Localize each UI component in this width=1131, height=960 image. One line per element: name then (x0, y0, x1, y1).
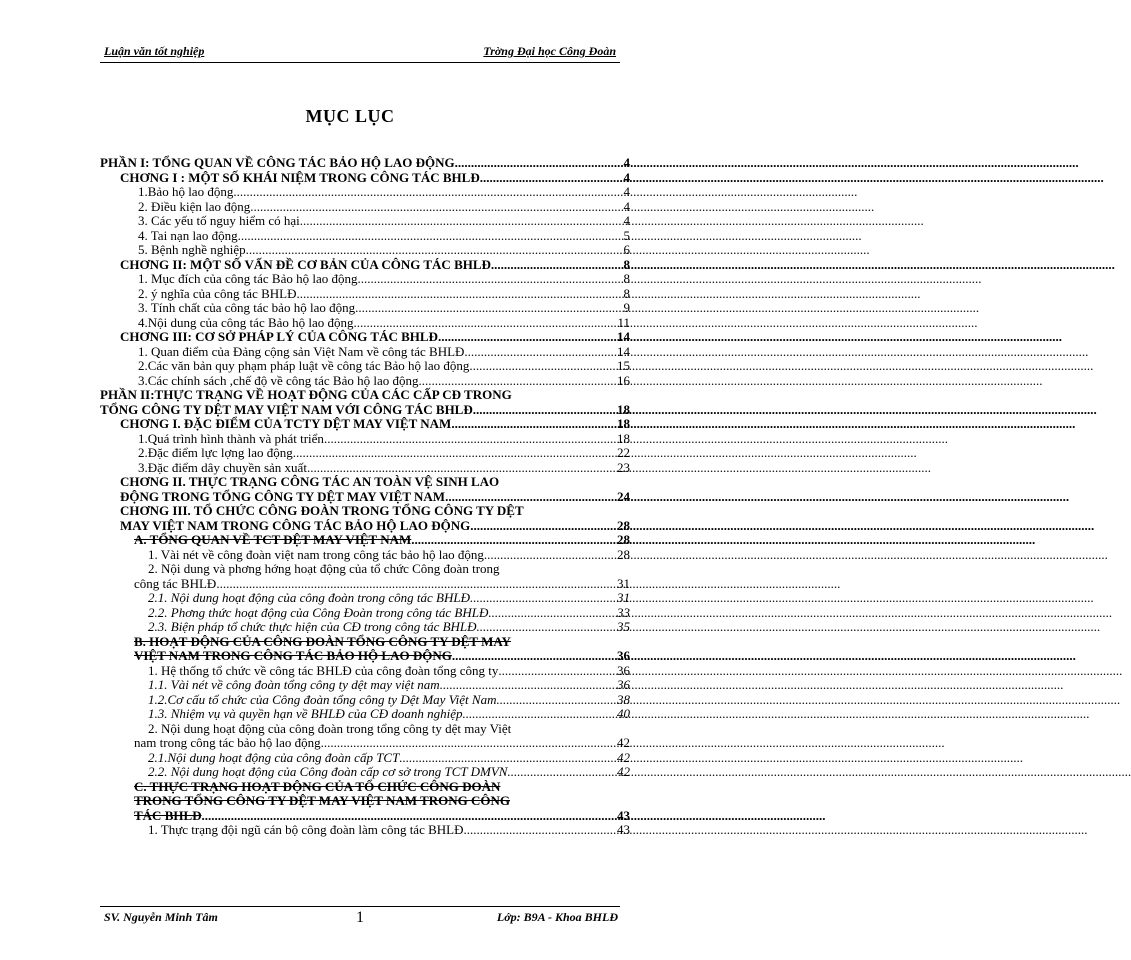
toc-entry[interactable]: 1. Quan điểm của Đảng cộng sản Việt Nam về công tác BHLĐ ..... 14 (100, 345, 630, 360)
toc-entry[interactable]: CHƠNG III. TỔ CHỨC CÔNG ĐOÀN TRONG TỔNG CÔNG TY DỆT (120, 503, 524, 518)
page-footer (100, 906, 620, 925)
toc-entry[interactable]: CHƠNG III: CƠ SỞ PHÁP LÝ CỦA CÔNG TÁC BHLĐ ..... 14 (100, 330, 630, 345)
toc-entry[interactable]: 1.Bảo hộ lao động ..... 4 (100, 185, 630, 200)
toc-entry[interactable]: 4.Nội dung của công tác Bảo hộ lao động ..... 11 (100, 316, 630, 331)
toc-entry[interactable]: 1. Thực trạng đội ngũ cán bộ công đoàn làm công tác BHLĐ ..... 43 (100, 823, 630, 838)
toc-entry[interactable]: CHƠNG II. THỰC TRẠNG CÔNG TÁC AN TOÀN VỆ SINH LAO (120, 474, 500, 489)
toc-entry[interactable]: TRONG TỔNG CÔNG TY DỆT MAY VIỆT NAM TRONG CÔNG (134, 793, 510, 808)
toc-entry[interactable]: 1. Mục đích của công tác Bảo hộ lao động ..... 8 (100, 272, 630, 287)
toc-entry[interactable]: 1. Hệ thống tổ chức về công tác BHLĐ của công đoàn tổng công ty ..... 36 (100, 664, 630, 679)
toc-entry[interactable]: 1.2.Cơ cấu tổ chức của Công đoàn tổng công ty Dệt May Việt Nam ..... 38 (100, 693, 630, 708)
toc-entry[interactable]: C. THỰC TRẠNG HOẠT ĐỘNG CỦA TỔ CHỨC CÔNG ĐOÀN (134, 778, 501, 794)
toc-entry[interactable]: công tác BHLĐ ..... 31 (100, 577, 630, 592)
toc-entry[interactable]: 2.3. Biện pháp tổ chức thực hiện của CĐ trong công tác BHLĐ ..... 35 (100, 620, 630, 635)
toc-entry[interactable]: 3. Tính chất của công tác bảo hộ lao động ..... 9 (100, 301, 630, 316)
toc-entry[interactable]: 2.Các văn bản quy phạm pháp luật về công tác Bảo hộ lao động ..... 15 (100, 359, 630, 374)
page-number: 1 (356, 909, 364, 926)
toc-entry[interactable]: 2.1. Nội dung hoạt động của công đoàn trong công tác BHLĐ ..... 31 (100, 591, 630, 606)
toc-entry[interactable]: CHƠNG I. ĐẶC ĐIỂM CỦA TCTY DỆT MAY VIỆT NAM ..... 18 (100, 417, 630, 432)
toc-entry[interactable]: B. HOẠT ĐỘNG CỦA CÔNG ĐOÀN TỔNG CÔNG TY DỆT MAY (134, 633, 511, 649)
toc-entry[interactable]: 2. Điều kiện lao động ..... 4 (100, 200, 630, 215)
toc-entry[interactable]: CHƠNG I : MỘT SỐ KHÁI NIỆM TRONG CÔNG TÁC BHLĐ ..... 4 (100, 171, 630, 186)
toc-entry[interactable]: 1.3. Nhiệm vụ và quyền hạn về BHLĐ của CĐ doanh nghiệp. ..... 40 (100, 707, 630, 722)
toc-entry[interactable]: TỔNG CÔNG TY DỆT MAY VIỆT NAM VỚI CÔNG TÁC BHLĐ ..... 18 (100, 403, 630, 418)
footer-author: SV. Nguyễn Minh Tâm (104, 910, 218, 924)
page-title: MỤC LỤC (305, 106, 395, 126)
page-header (100, 44, 620, 63)
toc-entry[interactable]: VIỆT NAM TRONG CÔNG TÁC BẢO HỘ LAO ĐỘNG ..... 36 (100, 649, 630, 664)
header-left: Luận văn tốt nghiệp (104, 44, 205, 58)
toc-entry[interactable]: MAY VIỆT NAM TRONG CÔNG TÁC BẢO HỘ LAO ĐỘNG ..... 28 (100, 519, 630, 534)
header-right: Trờng Đại học Công Đoàn (483, 44, 616, 58)
toc-entry[interactable]: A. TỔNG QUAN VỀ TCT DỆT MAY VIỆT NAM ..... 28 (100, 533, 630, 548)
toc-entry[interactable]: 2.2. Nội dung hoạt động của Công đoàn cấp cơ sở trong TCT DMVN ..... 42 (100, 765, 630, 780)
toc-entry[interactable]: 2.1.Nội dung hoạt động của công đoàn cấp TCT ..... 42 (100, 751, 630, 766)
table-of-contents (100, 156, 630, 838)
toc-entry[interactable]: 1.Quá trình hình thành và phát triển ..... 18 (100, 432, 630, 447)
toc-entry[interactable]: nam trong công tác bảo hộ lao động ..... 42 (100, 736, 630, 751)
toc-entry[interactable]: 2.Đặc điểm lực lợng lao động ..... 22 (100, 446, 630, 461)
toc-entry[interactable]: 2. ý nghĩa của công tác BHLĐ ..... 8 (100, 287, 630, 302)
toc-entry[interactable]: ĐỘNG TRONG TỔNG CÔNG TY DỆT MAY VIỆT NAM ..... 24 (100, 490, 630, 505)
toc-entry[interactable]: 1. Vài nét về công đoàn việt nam trong công tác bảo hộ lao động ..... 28 (100, 548, 630, 563)
toc-entry[interactable]: TÁC BHLĐ ..... 43 (100, 809, 630, 824)
toc-entry[interactable]: 2. Nội dung và phơng hớng hoạt động của tổ chức Công đoàn trong (148, 561, 500, 576)
toc-entry[interactable]: 2. Nội dung hoạt động của công đoàn trong tổng công ty dệt may Việt (148, 720, 512, 736)
toc-entry[interactable]: 3.Các chính sách ,chế độ về công tác Bảo hộ lao động ..... 16 (100, 374, 630, 389)
toc-entry[interactable]: 2.2. Phơng thức hoạt động của Công Đoàn trong công tác BHLĐ ..... 33 (100, 606, 630, 621)
toc-entry[interactable]: 5. Bệnh nghề nghiệp ..... 6 (100, 243, 630, 258)
toc-entry[interactable]: 1.1. Vài nét về công đoàn tổng công ty dệt may việt nam ..... 36 (100, 678, 630, 693)
toc-entry[interactable]: CHƠNG II: MỘT SỐ VẤN ĐỀ CƠ BẢN CỦA CÔNG TÁC BHLĐ ..... 8 (100, 258, 630, 273)
toc-entry[interactable]: PHẦN II:THỰC TRẠNG VỀ HOẠT ĐỘNG CỦA CÁC CẤP CĐ TRONG (100, 387, 512, 402)
toc-entry[interactable]: PHẦN I: TỔNG QUAN VỀ CÔNG TÁC BẢO HỘ LAO ĐỘNG ..... 4 (100, 156, 630, 171)
toc-entry[interactable]: 4. Tai nạn lao động ..... 5 (100, 229, 630, 244)
footer-class: Lớp: B9A - Khoa BHLĐ (496, 910, 618, 924)
toc-entry[interactable]: 3.Đặc điểm dây chuyền sản xuất ..... 23 (100, 461, 630, 476)
toc-entry[interactable]: 3. Các yếu tố nguy hiểm có hại ..... 4 (100, 214, 630, 229)
